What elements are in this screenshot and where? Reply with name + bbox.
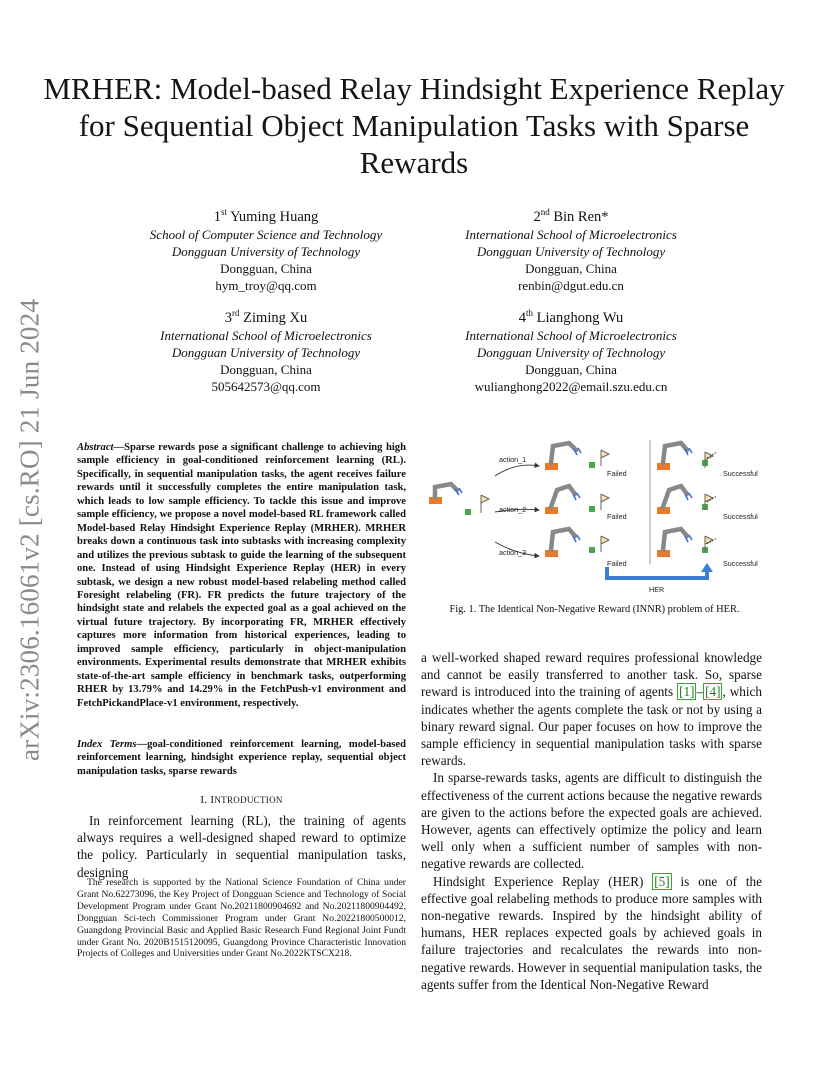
author-block-4 — [421, 304, 721, 395]
author-university: Dongguan University of Technology — [476, 243, 666, 259]
right-column-text — [421, 649, 762, 993]
author-city: Dongguan, China — [525, 260, 617, 276]
author-name: 3rd Ziming Xu — [224, 308, 308, 326]
paragraph: Hindsight Experience Replay (HER) [5] is one of the effective goal relabeling methods to produce more samples with non-negative rewards. Inspired by the hindsight ability of humans, HER replaces expected goals by achieved goals in failure trajectories and recalculates the rewards into non-negative rewards. However in sequential manipulation tasks, the agents suffer from the Identical Non-Negative Reward — [421, 873, 763, 992]
author-affiliation: International School of Microelectronics — [160, 327, 372, 343]
svg-text:Successful: Successful — [723, 469, 758, 478]
label-action-1: action_1 — [499, 455, 527, 464]
figure-caption: Fig. 1. The Identical Non-Negative Reward (INNR) problem of HER. — [449, 604, 740, 615]
figure-1 — [421, 432, 768, 602]
funding-footnote: The research is supported by the National Science Foundation of China under Grant No.62273096, the Key Project of Dongguan Science and Technology of Social Development Program under Grant No.20211800904692 and No.20211800904492, Dongguan Sci-tech Commissioner Program under Grant No.20221800500012, Guangdong Provincial Basic and Applied Basic Research Fund Regional Joint Fundt under Grant No. 2020B1515120095, Guangdong Province Characteristic Innovation Projects of Colleges and Universities under Grant No.2022KTSCX218. — [77, 877, 406, 960]
intro-paragraph: In reinforcement learning (RL), the training of agents always requires a well-designed shaped reward to optimize the policy. Particularly in sequential manipulation tasks, designing — [77, 813, 406, 880]
robot-arm-failed-3 — [545, 529, 627, 568]
paragraph: In sparse-rewards tasks, agents are difficult to distinguish the effectiveness of the current actions because the negative rewards are given to the actions before the expected goals are achieved. However, agents can effectively optimize the policy and learn well only when a sufficient number of samples with non-negative rewards are collected. — [421, 770, 763, 872]
author-name: 4th Lianghong Wu — [518, 308, 624, 326]
arxiv-sidebar — [10, 280, 50, 780]
author-city: Dongguan, China — [525, 361, 617, 377]
author-affiliation: International School of Microelectronics — [465, 226, 677, 242]
author-city: Dongguan, China — [220, 260, 312, 276]
svg-text:Failed: Failed — [607, 512, 627, 521]
author-name: 2nd Bin Ren* — [533, 207, 609, 225]
author-affiliation: International School of Microelectronics — [465, 327, 677, 343]
author-university: Dongguan University of Technology — [171, 344, 361, 360]
author-block-1 — [116, 203, 416, 294]
author-email: wulianghong2022@email.szu.edu.cn — [474, 378, 668, 394]
author-email: 505642573@qq.com — [211, 378, 321, 394]
robot-arm-initial — [429, 484, 489, 515]
robot-arm-successful-3 — [657, 529, 758, 568]
robot-arm-successful-1 — [657, 443, 758, 478]
svg-text:Successful: Successful — [723, 559, 758, 568]
author-block-2 — [421, 203, 721, 294]
paper-title: MRHER: Model-based Relay Hindsight Experience Replay for Sequential Object Manipulation Tasks with Sparse Rewards — [43, 71, 785, 180]
author-block-3 — [116, 304, 416, 395]
author-email: hym_troy@qq.com — [215, 277, 317, 293]
label-her: HER — [649, 585, 665, 594]
citation-link[interactable]: [5] — [654, 873, 670, 889]
citation-link[interactable]: [4] — [705, 684, 721, 700]
index-terms: Index Terms—goal-conditioned reinforcement learning, model-based reinforcement learning, hindsight experience replay, sequential object manipulation tasks, sparse rewards — [77, 739, 406, 777]
arxiv-identifier: arXiv:2306.16061v2 [cs.RO] 21 Jun 2024 — [14, 298, 45, 762]
author-city: Dongguan, China — [220, 361, 312, 377]
robot-arm-failed-1 — [545, 443, 627, 478]
author-university: Dongguan University of Technology — [171, 243, 361, 259]
paragraph: a well-worked shaped reward requires professional knowledge and cannot be easily transferred to another task. So, sparse reward is introduced into the training of agents [1] – [4] , which indicates whether the agents complete the task or not by using a binary reward signal. Our paper focuses on how to improve the sample efficiency in sequential manipulation tasks with sparse rewards. — [421, 650, 762, 769]
abstract: Abstract—Sparse rewards pose a significant challenge to achieving high sample efficiency in goal-conditioned reinforcement learning (RL). Specifically, in sequential manipulation tasks, the agent receives failure rewards until it successfully completes the entire manipulation task, which leads to low sample efficiency. To tackle this issue and improve sample efficiency, we propose a novel model-based RL framework called Model-based Relay Hindsight Experience Replay (MRHER). MRHER breaks down a continuous task into subtasks with increasing complexity and utilizes the previous subtask to guide the learning of the subsequent one. Instead of using Hindsight Experience Replay (HER) in every subtask, we design a new robust model-based relabeling method called Foresight relabeling (FR). FR predicts the future trajectory of the hindsight state and relabels the expected goal as a goal achieved on the virtual future trajectory. By incorporating FR, MRHER effectively captures more information from historical experiences, leading to improved sample efficiency, particularly in object-manipulation environments. Experimental results demonstrate that MRHER exhibits state-of-the-art sample efficiency in benchmark tasks, outperforming RHER by 13.79% and 14.29% in the FetchPush-v1 environment and FetchPickandPlace-v1 environment, respectively. — [77, 442, 406, 709]
section-heading: I. INTRODUCTION — [200, 794, 283, 806]
svg-text:Failed: Failed — [607, 559, 627, 568]
citation-link[interactable]: [1] — [679, 684, 695, 700]
her-arrow — [607, 567, 707, 578]
label-action-3: action_3 — [499, 548, 527, 557]
robot-arm-successful-2 — [657, 486, 758, 521]
author-university: Dongguan University of Technology — [476, 344, 666, 360]
author-name: 1st Yuming Huang — [213, 207, 319, 225]
robot-arm-failed-2 — [545, 486, 627, 521]
svg-text:Failed: Failed — [607, 469, 627, 478]
label-action-2: action_2 — [499, 505, 527, 514]
svg-text:Successful: Successful — [723, 512, 758, 521]
author-affiliation: School of Computer Science and Technology — [149, 226, 383, 242]
author-email: renbin@dgut.edu.cn — [518, 277, 624, 293]
